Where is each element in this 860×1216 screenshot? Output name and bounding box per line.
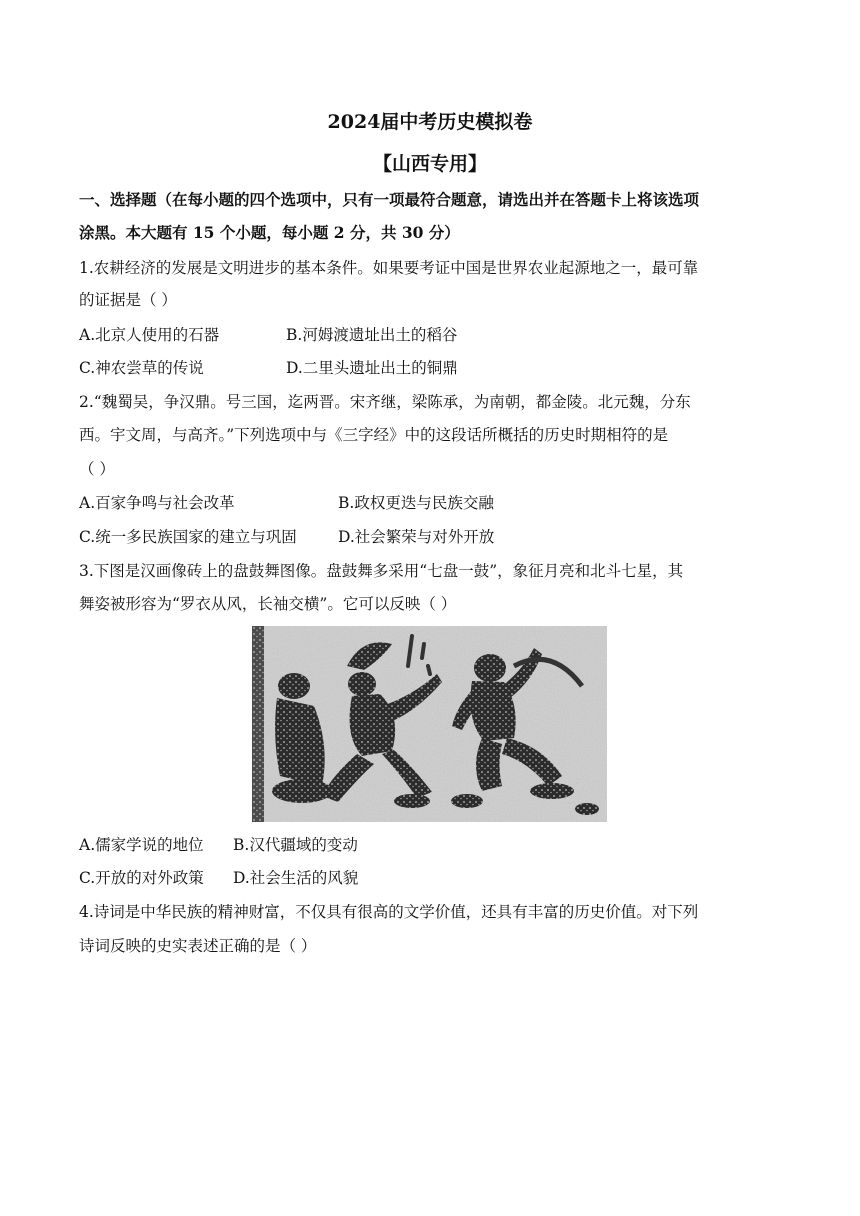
page-title: 2024届中考历史模拟卷 <box>327 111 533 133</box>
question-3-stem-line-2: 舞姿被形容为“罗衣从风，长袖交横”。它可以反映（ ） <box>79 595 457 613</box>
han-brick-dance-image <box>252 626 607 822</box>
question-2-option-d: D.社会繁荣与对外开放 <box>338 528 495 546</box>
section-heading-line-2: 涂黑。本大题有 15 个小题，每小题 2 分，共 30 分） <box>79 223 460 242</box>
question-4-stem-line-1: 4.诗词是中华民族的精神财富，不仅具有很高的文学价值，还具有丰富的历史价值。对下列 <box>79 903 699 921</box>
question-1-option-c: C.神农尝草的传说 <box>79 359 204 377</box>
question-3-option-c: C.开放的对外政策 <box>79 869 204 887</box>
question-1-option-d: D.二里头遗址出土的铜鼎 <box>286 359 458 377</box>
question-1-option-b: B.河姆渡遗址出土的稻谷 <box>286 326 458 344</box>
question-2-stem-line-3: （ ） <box>79 460 115 478</box>
section-heading-line-1: 一、选择题（在每小题的四个选项中，只有一项最符合题意，请选出并在答题卡上将该选项 <box>79 190 700 209</box>
question-3-option-d: D.社会生活的风貌 <box>233 869 359 887</box>
page-subtitle: 【山西专用】 <box>372 153 487 175</box>
question-4-stem-line-2: 诗词反映的史实表述正确的是（ ） <box>79 937 317 955</box>
question-1-stem-line-2: 的证据是（ ） <box>79 291 177 309</box>
question-3-option-b: B.汉代疆域的变动 <box>233 836 358 854</box>
question-2-option-c: C.统一多民族国家的建立与巩固 <box>79 528 297 546</box>
question-1-stem-line-1: 1.农耕经济的发展是文明进步的基本条件。如果要考证中国是世界农业起源地之一，最可靠 <box>79 259 699 277</box>
question-3-option-a: A.儒家学说的地位 <box>79 836 204 854</box>
question-2-stem-line-1: 2.“魏蜀吴，争汉鼎。号三国，迄两晋。宋齐继，梁陈承，为南朝，都金陵。北元魏，分东 <box>79 393 691 411</box>
question-2-stem-line-2: 西。宇文周，与高齐。”下列选项中与《三字经》中的这段话所概括的历史时期相符的是 <box>79 426 669 444</box>
question-1-option-a: A.北京人使用的石器 <box>79 326 220 344</box>
question-2-option-b: B.政权更迭与民族交融 <box>338 494 494 512</box>
question-3-stem-line-1: 3.下图是汉画像砖上的盘鼓舞图像。盘鼓舞多采用“七盘一鼓”，象征月亮和北斗七星，其 <box>79 562 684 580</box>
question-2-option-a: A.百家争鸣与社会改革 <box>79 494 235 512</box>
